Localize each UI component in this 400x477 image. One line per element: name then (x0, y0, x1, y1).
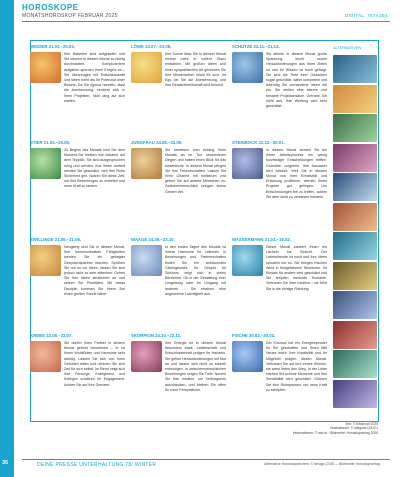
sign-title: WIDDER 21.03.–20.04. (30, 44, 75, 49)
sign-text: Neugierig sind Sie in diesem Monat, Ihre kommunikativen Fähigkeiten werden Sie ein gefragter Gesprächspartner machen. Sprühen Sie nur so vor Ideen, lassen Sie sich jedoch nicht zu sehr ablenken. Gehen Sie Ihre Ideen strukturiert an und setzen Sie Prioritäten. Mit etwas Disziplin kommen Sie Ihrem Ziel einen großen Schritt näher. (64, 245, 125, 296)
sign-text: Ihre Energie ist in diesem Monat besonders stark. Leidenschaft und Entschlossenheit prägen Ihr Handeln. Sie gehen Herausforderungen mit Mut an und lassen sich nicht so schnell entmutigen. In zwischenmenschlichen Beziehungen zeigen Sie Tiefe. Nutzen Sie Ihre Intuition, um Verborgenes aufzudecken, und bleiben Sie offen für neue Perspektiven. (165, 341, 226, 392)
sign-title: STIER 21.04.–20.05. (30, 140, 71, 145)
footer-divider (22, 459, 390, 460)
sign-title: KREBS 22.06.–22.07. (30, 333, 73, 338)
horoscope-entry (131, 140, 228, 233)
alt-sign-image (333, 144, 377, 172)
sign-text: Sie beweisen vom Anfang Ihres Monats an im Tun strukturieren Dingen und haben einen Blick für das wesentliche. In diesem Monat pflegen Sie Ihre Freundschaften. Lassen Sie Ihren Charme mit einfließen und gehen Sie auf andere Menschen zu. Zwischenmenschlich bringen kleine Gesten viel. (165, 148, 226, 194)
zodiac-illustration (232, 148, 263, 179)
sign-title: LÖWE 23.07.–23.08. (131, 44, 172, 49)
zodiac-illustration (30, 52, 61, 83)
horoscope-entry (131, 44, 228, 137)
horoscope-entry (232, 140, 329, 233)
horoscope-entry (232, 44, 329, 137)
zodiac-illustration (131, 245, 162, 276)
horoscope-entry (30, 237, 127, 330)
footer-rights: Alternative Horoskopzeichen: © design-CGEL – Bildrechte Horoskopverlag (264, 462, 380, 466)
horoscope-entry (232, 237, 329, 330)
alt-sign-image (333, 350, 377, 378)
sign-title: SKORPION 24.10.–22.11. (131, 333, 182, 338)
alt-sign-image (333, 173, 377, 201)
credit-line: Illustrationen: © allegorie (18.01) (330, 426, 378, 431)
page-number: 35 (2, 460, 9, 466)
page-sidebar-stripe (0, 0, 14, 477)
alt-sign-image (333, 55, 377, 83)
sign-title: ZWILLINGE 21.05.–21.06. (30, 237, 82, 242)
sign-title: WASSERMANN 21.01.–19.02. (232, 237, 291, 242)
alternative-signs-column (333, 55, 379, 409)
zodiac-illustration (232, 245, 263, 276)
page-title: HOROSKOPE (22, 3, 79, 12)
alt-sign-image (333, 291, 377, 319)
credit-line: Informationen: © info.dr · Bildrechte: Horoskopverlag 2025 (292, 430, 378, 435)
sign-text: In diesem Monat werden Sie bei Ihrem Arbeitsprozess ein wenig kurzfristiger Entscheidungen treffen. Gründlich vorgehen. Ihre Ausdauer wird belohnt. Weil Sie in diesem Monat von Ihrer Kreativität und Erfahrung profitieren, werden Ihnen Projekte gut gelingen. Um Entscheidungen frei zu treffen, sollten Sie aber nicht zu verbissen handeln. (266, 148, 327, 199)
alt-sign-image (333, 114, 377, 142)
alt-sign-image (333, 262, 377, 290)
sign-text: Sie stehen in diesem Monat große Spannung leicht neuen Herausforderungen aus Ihren Zielen zu und Ihr Wissen ist hoch gefragt. Sie sind die Tiefe ihrer Gedanken sogar geschätzt, dabei kompetent und lebendig Sie vorhandene Ideen mit ein. Sie stellen eine klarere und bessere Projektansätze. Grenzen Sie nicht aus, Ihre Wertung wird sehr geschätzt. (266, 52, 327, 109)
sign-title: STEINBOCK 22.12.–20.01. (232, 140, 285, 145)
alternatives-label: ALTERNATIVEN (333, 46, 362, 50)
sign-title: JUNGFRAU 24.08.–23.09. (131, 140, 183, 145)
header-digital-code: DIGITAL: 767A2B4 (345, 13, 388, 18)
zodiac-illustration (131, 52, 162, 83)
sign-text: In den ersten Tagen des Monats ist innere Harmonie Ihr Leitmotiv. In Beziehungen und Partnerschaften finden Sie ein wohltuendes Gleichgewicht. Ihr Gespür für Schönes zeigt sich in vielen Bereichen. Ob in der Gestaltung Ihrer Umgebung oder im Umgang mit anderen – Sie strahlen eine angenehme Leichtigkeit aus. (165, 245, 226, 296)
zodiac-illustration (30, 245, 61, 276)
publication-name: DEINE PRESSE UNTERHALTUNG 78/ WINTER (37, 462, 157, 468)
page-subtitle: MONATSHOROSKOP FEBRUAR 2025 (22, 13, 118, 19)
sign-text: Dieser Monat zaubert Ihnen ein Lächeln ins Gesicht. Der Lebensfreude ist hoch und Ihre Ideen sprudeln nur so. Sie bringen frischen Wind in festgefahrene Strukturen. Ihr Einsatz für andere wird geschätzt und Sie knüpfen wertvolle Kontakte. Vertrauen Sie Ihrer Intuition – sie führt Sie in die richtige Richtung. (266, 245, 327, 291)
sign-text: Sie dürfen Ihren Partner in diesem Monat getrost verwöhnen – er ist Ihnen Wohlfühlen und Harmonie sehr wichtig. Lassen Sie sich von Ihren Gefühlen leiten und nehmen Sie sich Zeit für sich selbst. Im Beruf zeigt sich Ihre Fürsorge, Kolleginnen und Kollegen schätzen Ihr Engagement. Achten Sie auf Ihre Grenzen. (64, 341, 125, 387)
alt-sign-image (333, 232, 377, 260)
credits (293, 422, 378, 435)
alt-sign-image (333, 203, 377, 231)
horoscope-entry (131, 237, 228, 330)
sign-text: Ihre Batterien sind aufgeladen und Sie können in diesem Monat so richtig durchstarten. Kompliziertere Aufgaben spornen Ihren Ehrgeiz an – Sie überzeugen mit Entschlusskraft und Ideen mehr als Ihr Potenzial unter Beweis. Da Sie rigoros handeln, lässt die Anerkennung, verdient sich in Ihren Projekten, nicht lang auf sich warten. (64, 52, 125, 103)
zodiac-illustration (131, 341, 162, 372)
horoscope-entry (30, 333, 127, 426)
zodiac-illustration (30, 148, 61, 179)
sign-title: WAAGE 24.09.–23.10. (131, 237, 175, 242)
zodiac-illustration (232, 341, 263, 372)
sign-title: SCHÜTZE 23.11.–21.12. (232, 44, 280, 49)
horoscope-entry (30, 140, 127, 233)
horoscope-entry (30, 44, 127, 137)
alt-sign-image (333, 321, 377, 349)
zodiac-illustration (232, 52, 263, 83)
zodiac-illustration (30, 341, 61, 372)
header-divider (22, 21, 390, 22)
sign-title: FISCHE 20.02.–20.03. (232, 333, 276, 338)
zodiac-illustration (131, 148, 162, 179)
alt-sign-image (333, 85, 377, 113)
sign-text: Zu Beginn des Monats sind Sie dem Moment-Sie bleiben wie bekannt auf dem Teppich, Sie sind ausgesprochen ruhig und werden. Aus Ihrem Umfeld werden Sie geschätzt, weil Ihre Ruhe Sicherheit gibt. Nutzen Sie diese Zeit, um Ihre Beziehungen zu vertiefen und neue Kraft zu tanken. (64, 148, 125, 189)
alt-sign-image (333, 380, 377, 408)
sign-text: Ihre Sonne lässt Sie in diesem Monat einmal mehr in vollem Glanz erstrahlen. Mit großen Ideen und einer sympathischen Art gewinnen Sie Ihre Mitmenschen leicht für sich. Ihr Ego bei Sie auf Anerkennung, und Ihre Einsatzbereitschaft wird belohnt. (165, 52, 226, 88)
sign-text: Der Kosmos hat ein Energiespender für Sie geschaffen und Ihnen fällt Neues leicht. Ihre Kreativität und Ihr Mitgefühl prägen diesen Monat. Vertrauen Sie auf Ihre innere Stimme, sie weist Ihnen den Weg. In der Liebe erleben Sie schöne Momente und Ihre Sensibilität wird geschätzt. Gönnen Sie sich Ruhepausen, um neue Kraft zu schöpfen. (266, 341, 327, 392)
horoscope-entry (232, 333, 329, 426)
credit-line: Text: © Infoknopf 2025 (344, 422, 378, 426)
horoscope-entry (131, 333, 228, 426)
